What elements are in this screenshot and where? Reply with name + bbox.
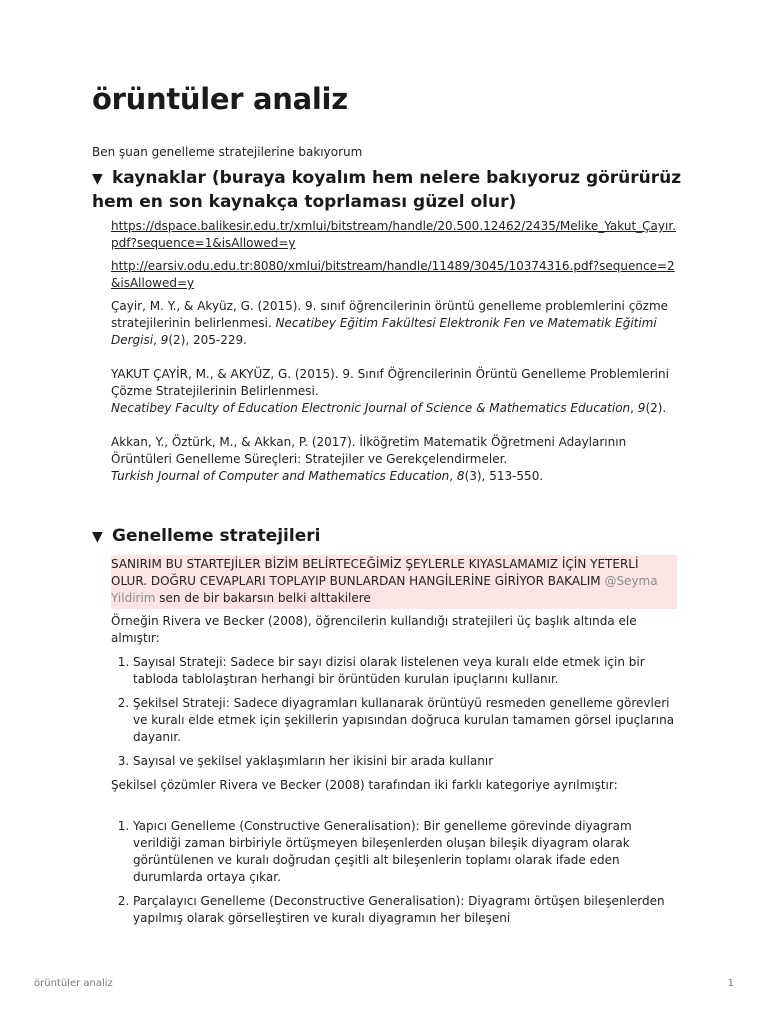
page-title: örüntüler analiz (92, 82, 348, 116)
footer-title: örüntüler analiz (34, 978, 113, 989)
list-item: 2. Şekilsel Strateji: Sadece diyagramları kullanarak örüntüyü resmeden genelleme görevleri ve kuralı elde etmek için şekillerin yapısından doğrucа kurulan tamamen görsel ipuçlarına dayanır. (133, 695, 682, 746)
citation-1-journal: Necatibey Eğitim Fakültesi Elektronik Fen ve Matematik Eğitimi Dergisi (111, 316, 657, 347)
source-link-2[interactable] (111, 258, 682, 292)
citation-3-sep: , (449, 469, 457, 483)
citation-2-issue: (2). (645, 401, 667, 415)
citation-1 (111, 298, 682, 349)
toggle-heading-sources[interactable] (92, 167, 682, 214)
note-text: SANIRIM BU STARTEJİLER BİZİM BELİRTECEĞİMİZ ŞEYLERLE KIYASLAMAMIZ İÇİN YETERLİ OLUR. DOĞRU CEVAPLARI TOPLAYIP BUNLARDAN HANGİLERİNE GİRİYOR BAKALIM (111, 557, 639, 588)
footer-page-number: 1 (727, 978, 734, 989)
citation-2 (111, 366, 682, 417)
citation-3-journal: Turkish Journal of Computer and Mathematics Education (111, 469, 450, 483)
citation-2-sep: , (630, 401, 638, 415)
list-item: 2. Parçalayıcı Genelleme (Deconstructive Generalisation): Diyagramı örtüşen bileşenlerden yapılmış olarak görselleştiren ve kuralı diyagramın her bileşeni (133, 893, 682, 927)
citation-1-text: Çayir, M. Y., & Akyüz, G. (2015). 9. sınıf öğrencilerinin örüntü genelleme problemlerini çözme stratejilerinin belirlenmesi. (111, 299, 669, 330)
strategies-paragraph-1: Örneğin Rivera ve Becker (2008), öğrencilerin kullandığı stratejileri üç başlık altında ele almıştır: (111, 614, 637, 645)
citation-1-volume: 9 (160, 333, 169, 347)
citation-3-issue: (3), 513-550. (464, 469, 544, 483)
citation-2-journal: Necatibey Faculty of Education Electronic Journal of Science & Mathematics Education (111, 401, 631, 415)
citation-2-text: YAKUT ÇAYİR, M., & AKYÜZ, G. (2015). 9. Sınıf Öğrencilerinin Örüntü Genelleme Problemlerini Çözme Stratejilerinin Belirlenmesi. (111, 367, 669, 398)
toggle-triangle-icon[interactable]: ▼ (92, 171, 103, 187)
strategy-list-1 (111, 654, 682, 777)
source-link-1-anchor[interactable]: https://dspace.balikesir.edu.tr/xmlui/bitstream/handle/20.500.12462/2435/Melike_Yakut_Çayır.pdf?sequence=1&isAllowed=y (111, 219, 676, 250)
citation-3 (111, 434, 682, 485)
citation-list (111, 298, 682, 502)
toggle-heading-strategies[interactable] (92, 525, 682, 549)
citation-1-sep: , (153, 333, 161, 347)
note-after-text: sen de bir bakarsın belki alttakilere (155, 591, 371, 605)
user-mention[interactable]: @Seyma Yildirim (111, 574, 658, 605)
citation-2-volume: 9 (637, 401, 646, 415)
strategies-heading-text: Genelleme stratejileri (112, 526, 321, 546)
highlighted-note (111, 555, 677, 609)
citation-3-text: Akkan, Y., Öztürk, M., & Akkan, P. (2017). İlköğretim Matematik Öğretmeni Adaylarının Örüntüleri Genelleme Süreçleri: Stratejiler ve Gerekçelendirmeler. (111, 435, 627, 466)
strategy-list-2 (111, 818, 682, 934)
sources-heading-text: kaynaklar (buraya koyalım hem nelere bakıyoruz görürürüz hem en son kaynakça toprlaması güzel olur) (92, 168, 682, 212)
citation-3-volume: 8 (456, 469, 465, 483)
list-item: 3. Sayısal ve şekilsel yaklaşımların her ikisini bir arada kullanır (133, 753, 682, 770)
list-item: 1. Sayısal Strateji: Sadece bir sayı dizisi olarak listelenen veya kuralı elde etmek için bir tabloda tablolaştıran herhangi bir örüntüden kurulan ipuçlarını kullanır. (133, 654, 682, 688)
strategies-paragraph-2: Şekilsel çözümler Rivera ve Becker (2008) tarafından iki farklı kategoriye ayrılmıştır: (111, 778, 618, 792)
list-item: 1. Yapıcı Genelleme (Constructive Generalisation): Bir genelleme görevinde diyagram verildiği zaman birbiriyle örtüşmeyen bileşenlerden oluşan bileşik diyagram olarak görüntülenen ve kuralı doğrudan çeşitli alt bileşenlerin toplamı olarak ifade eden durumlarda ortaya çıkar. (133, 818, 682, 886)
source-link-2-anchor[interactable]: http://earsiv.odu.edu.tr:8080/xmlui/bitstream/handle/11489/3045/10374316.pdf?sequence=2&isAllowed=y (111, 259, 675, 290)
source-link-1[interactable] (111, 218, 682, 252)
toggle-triangle-icon[interactable]: ▼ (92, 529, 103, 545)
citation-1-issue: (2), 205-229. (168, 333, 247, 347)
intro-text: Ben şuan genelleme stratejilerine bakıyorum (92, 145, 363, 159)
